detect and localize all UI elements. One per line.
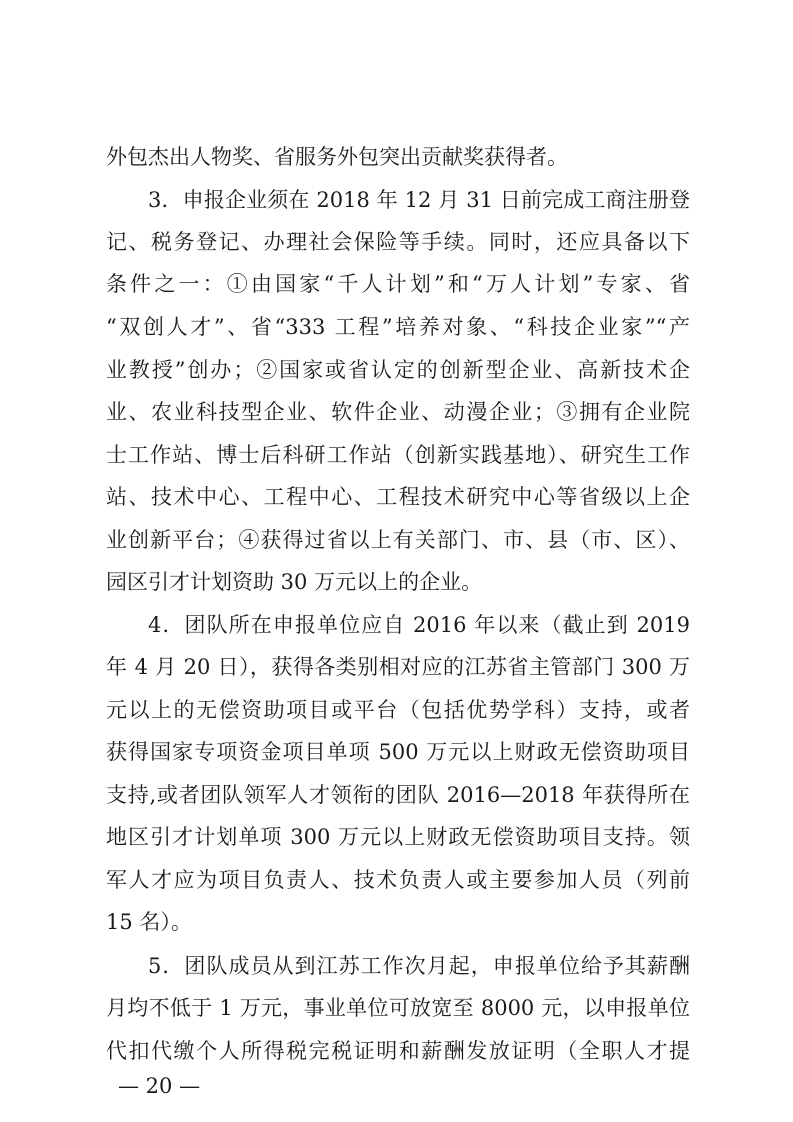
text-line: 支持,或者团队领军人才领衔的团队 2016—2018 年获得所在 [106, 783, 690, 807]
text-line: 代扣代缴个人所得税完税证明和薪酬发放证明（全职人才提 [106, 1039, 690, 1063]
text-line: 记、税务登记、办理社会保险等手续。同时，还应具备以下 [106, 230, 690, 254]
text-line: 站、技术中心、工程中心、工程技术研究中心等省级以上企 [106, 485, 690, 509]
text-line: “双创人才”、省“333 工程”培养对象、“科技企业家”“产 [106, 315, 690, 339]
text-line: 业、农业科技型企业、软件企业、动漫企业；③拥有企业院 [106, 400, 690, 424]
text-line: 元以上的无偿资助项目或平台（包括优势学科）支持，或者 [106, 698, 690, 722]
text-line: 士工作站、博士后科研工作站（创新实践基地）、研究生工作 [106, 443, 690, 467]
text-line: 业教授”创办；②国家或省认定的创新型企业、高新技术企 [106, 358, 690, 382]
text-line: 5．团队成员从到江苏工作次月起，申报单位给予其薪酬 [148, 954, 690, 978]
text-line: 军人才应为项目负责人、技术负责人或主要参加人员（列前 [106, 868, 690, 892]
page-number: — 20 — [118, 1074, 201, 1098]
text-line: 条件之一：①由国家“千人计划”和“万人计划”专家、省 [106, 272, 690, 296]
text-line: 4．团队所在申报单位应自 2016 年以来（截止到 2019 [148, 613, 690, 637]
text-line: 3．申报企业须在 2018 年 12 月 31 日前完成工商注册登 [148, 188, 690, 212]
text-line: 获得国家专项资金项目单项 500 万元以上财政无偿资助项目 [106, 740, 690, 764]
text-line: 年 4 月 20 日），获得各类别相对应的江苏省主管部门 300 万 [106, 655, 690, 679]
text-line: 地区引才计划单项 300 万元以上财政无偿资助项目支持。领 [106, 825, 690, 849]
text-line: 业创新平台；④获得过省以上有关部门、市、县（市、区）、 [106, 528, 690, 552]
text-line: 园区引才计划资助 30 万元以上的企业。 [106, 570, 483, 594]
text-line: 15 名）。 [106, 910, 192, 934]
text-line: 外包杰出人物奖、省服务外包突出贡献奖获得者。 [106, 145, 568, 169]
text-line: 月均不低于 1 万元，事业单位可放宽至 8000 元，以申报单位 [106, 996, 690, 1020]
